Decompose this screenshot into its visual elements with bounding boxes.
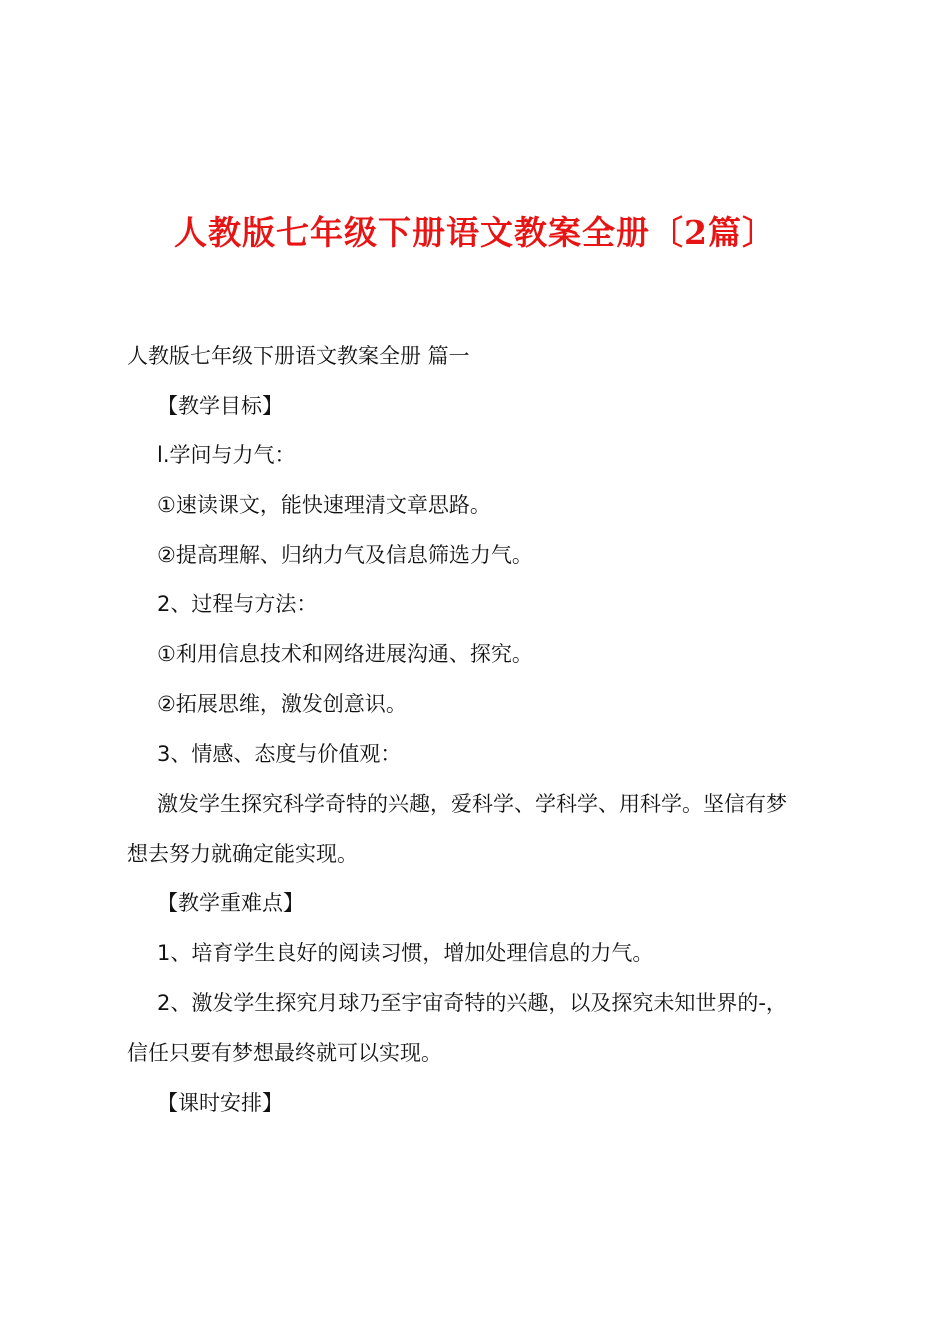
goal-emotion-values: 3、情感、态度与价值观： (157, 742, 402, 766)
difficulty-item: 1、培育学生良好的阅读习惯，增加处理信息的力气。 (157, 941, 654, 965)
goal-knowledge-ability: l.学问与力气： (157, 443, 296, 467)
section-heading: 人教版七年级下册语文教案全册 篇一 (127, 344, 470, 368)
goal-process-method: 2、过程与方法： (157, 592, 318, 616)
difficulty-item: 2、激发学生探究月球乃至宇宙奇特的兴趣，以及探究未知世界的-， (157, 991, 787, 1015)
heading-teaching-goals: 【教学目标】 (157, 394, 283, 418)
goal-item: ②提高理解、归纳力气及信息筛选力气。 (157, 543, 533, 567)
paragraph-line: 想去努力就确定能实现。 (127, 842, 358, 866)
goal-item: ①速读课文，能快速理清文章思路。 (157, 493, 491, 517)
goal-item: ②拓展思维，激发创意识。 (157, 692, 407, 716)
paragraph-line: 信任只要有梦想最终就可以实现。 (127, 1041, 442, 1065)
document-title: 人教版七年级下册语文教案全册〔2篇〕 (174, 213, 776, 252)
goal-item: ①利用信息技术和网络进展沟通、探究。 (157, 642, 533, 666)
paragraph-line: 激发学生探究科学奇特的兴趣，爱科学、学科学、用科学。坚信有梦 (157, 792, 787, 816)
heading-key-difficulties: 【教学重难点】 (157, 891, 304, 915)
heading-lesson-schedule: 【课时安排】 (157, 1091, 283, 1115)
